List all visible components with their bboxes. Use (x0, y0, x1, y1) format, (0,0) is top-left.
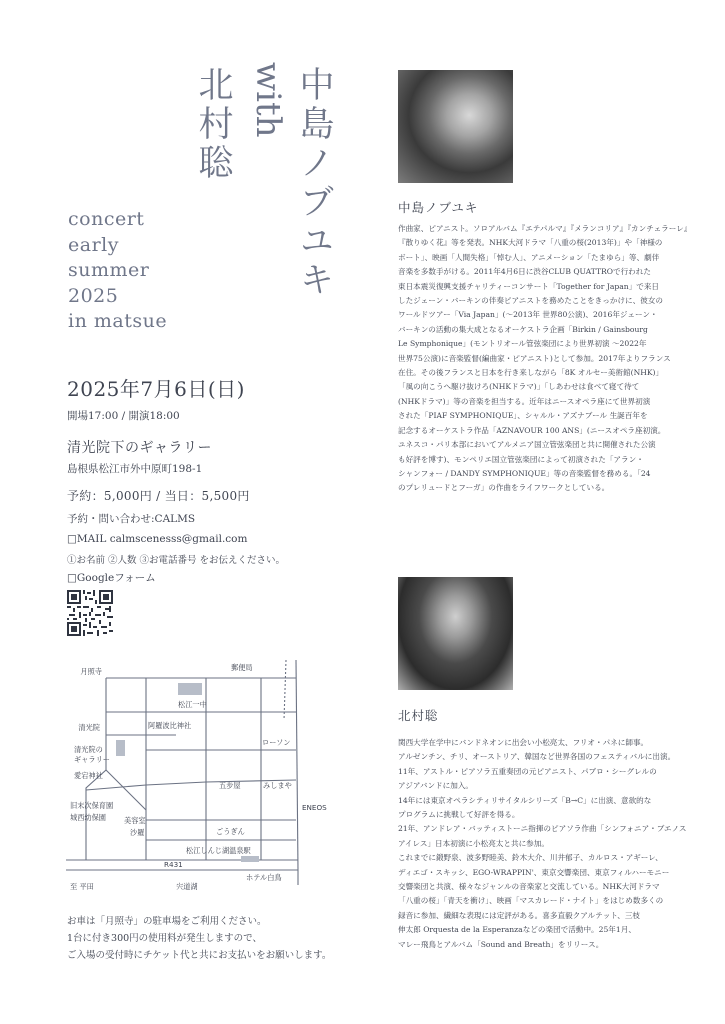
concert-line: 2025 (68, 284, 119, 307)
concert-line: in matsue (68, 310, 168, 332)
bio-line: マレー飛鳥とアルバム「Sound and Breath」をリリース。 (398, 939, 604, 949)
bio-line: も好評を博す)、モンペリエ国立管弦楽団によって初演された「アラン・ (398, 454, 644, 464)
map-label-ahohiko: 阿羅波比神社 (148, 721, 192, 730)
station-building (241, 856, 259, 862)
bio-line: プログラムに挑戦して好評を得る。 (398, 810, 520, 820)
mail-note: ①お名前 ②人数 ③お電話番号 をお伝えください。 (67, 555, 286, 566)
artist2-photo (398, 577, 513, 690)
map-label-station: 松江しんじ湖温泉駅 (186, 846, 251, 855)
map-label-shinjiko: 宍道湖 (176, 882, 198, 891)
map-label-lawson: ローソン (262, 738, 291, 747)
map-label-heiden: 至 平田 (70, 882, 94, 891)
bio-line: 在住。その後フランスと日本を行き来しながら「8K オルセー美術館(NHK)」 (398, 368, 664, 378)
bio-line: 交響楽団と共演、様々なジャンルの音楽家と交流している。NHK大河ドラマ (398, 882, 660, 892)
event-times: 開場17:00 / 開演18:00 (67, 410, 180, 422)
bio-line: 21年、アンドレア・バッティストーニ指揮のピアソラ作曲「シンフォニア・ブエノス (398, 824, 687, 834)
parking-note-3: ご入場の受付時にチケット代と共にお支払いをお願いします。 (67, 950, 332, 961)
bio-line: これまでに鍛野泉、波多野睦美、鈴木大介、川井郁子、カルロス・アギーレ、 (398, 853, 663, 863)
concert-line: concert (68, 208, 145, 230)
bio-line: 11年、アストル・ピアソラ五重奏団の元ピアニスト、パブロ・シーグレルの (398, 766, 657, 776)
bio-line: 音楽を多数手がける。2011年4月6日に渋谷CLUB QUATTROで行われた (398, 267, 651, 277)
venue-name: 清光院下のギャラリー (67, 440, 212, 456)
bio-line: (NHKドラマ)」等の音楽を担当する。近年はニースオペラ座にて世界初演 (398, 396, 651, 406)
bio-line: 録音に参加、繊細な表現には定評がある。喜多直毅クアルテット、三枝 (398, 910, 641, 920)
bio-line: 関西大学在学中にバンドネオンに出会い小松亮太、フリオ・パネに師事。 (398, 738, 649, 747)
map-label-jonan: 城西幼保園 (70, 813, 106, 822)
map-label-hotel: ホテル白鳥 (246, 873, 282, 882)
artist2-bio (398, 736, 686, 952)
bio-line: 世界75公演)に音楽監督(編曲家・ピアニスト)として参加。2017年よりフランス (398, 353, 671, 363)
artist1-photo (398, 70, 513, 183)
bio-line: ディエゴ・スキッシ、EGO-WRAPPIN'、東京交響楽団、東京フィルハーモニー (398, 867, 670, 877)
matsue-ichi-building (178, 683, 202, 695)
bio-line: 作曲家、ピアニスト。ソロアルバム『エテパルマ』『メランコリア』『カンチェラーレ』 (398, 224, 692, 233)
map-label-eneos: ENEOS (302, 803, 327, 812)
map-label-kyumatsuda: 旧末次保育園 (70, 801, 114, 810)
map-label-gogin: ごうぎん (216, 827, 245, 836)
venue-address: 島根県松江市外中原町198-1 (67, 463, 203, 475)
venue-map (66, 660, 336, 895)
artist1-name: 中島ノブユキ (398, 200, 479, 215)
map-label-biyoshitsu: 美容室 (124, 816, 146, 825)
performer1-title: 中島ノブユキ (294, 66, 334, 300)
bio-line: された「PIAF SYMPHONIQUE」、シャルル・アズナブール 生誕百年を (398, 411, 648, 421)
map-label-atago: 愛宕神社 (74, 771, 103, 780)
bio-line: 記念するオーケストラ作品「AZNAVOUR 100 ANS」(ニースオペラ座初演。 (398, 425, 666, 435)
bio-line: ワールドツアー「Via Japan」(〜2013年 世界80公演)、2016年ジェーン・ (398, 310, 658, 320)
parking-note-1: お車は「月照寺」の駐車場をご利用ください。 (67, 916, 267, 927)
map-label-mishimaya: みしまや (263, 781, 292, 790)
bio-line: 伸太郎 Orquesta de la Esperanzaなどの楽団で活動中。25年1月、 (398, 925, 636, 935)
bio-line: 14年には東京オペラシティリサイタルシリーズ「B→C」に出演、意欲的な (398, 795, 652, 805)
artist2-name: 北村聡 (398, 708, 439, 723)
map-label-gallery-1: 清光院の (74, 745, 103, 754)
event-date: 2025年7月6日(日) (67, 377, 245, 401)
map-label-yubinkyoku: 郵便局 (231, 663, 253, 672)
bio-line: 「八重の桜」「青天を衝け」、映画「マスカレード・ナイト」をはじめ数多くの (398, 896, 664, 906)
concert-lines (68, 207, 167, 335)
bio-line: 「風の向こうへ駆け抜けろ(NHKドラマ)」「しあわせは食べて寝て待て (398, 382, 640, 392)
map-label-gesshoji: 月照寺 (80, 667, 102, 676)
map-label-gallery-2: ギャラリー (74, 755, 110, 764)
gallery-building (116, 740, 125, 756)
google-form-link[interactable]: □Googleフォーム (67, 572, 156, 584)
bio-line: Le Symphonique」(モントリオール管弦楽団により世界初演 〜2022年 (398, 339, 647, 349)
with-text: with (248, 62, 288, 138)
artist1-bio (398, 222, 691, 496)
bio-line: アルゼンチン、チリ、オーストリア、韓国など世界各国のフェスティバルに出演。 (398, 752, 676, 762)
bio-line: ボート」、映画「人間失格」「悼む人」、アニメーション「たまゆら」等、劇伴 (398, 252, 660, 262)
bio-line: のプレリュードとフーガ」の作曲をライフワークとしている。 (398, 483, 610, 493)
map-label-r431: R431 (164, 860, 183, 869)
concert-line: early (68, 233, 119, 256)
bio-line: したジェーン・バーキンの伴奏ピアニストを務めたことをきっかけに、彼女の (398, 296, 664, 306)
bio-line: 『散りゆく花』等を発表。NHK大河ドラマ「八重の桜(2013年)」や「神様の (398, 238, 663, 248)
map-label-sara: 沙羅 (130, 828, 145, 837)
bio-line: バーキンの活動の集大成となるオーケストラ企画「Birkin / Gainsbourg (398, 324, 648, 334)
bio-line: 東日本震災復興支援チャリティーコンサート「Together for Japan」で来日 (398, 281, 660, 291)
performer2-title: 北村聡 (193, 66, 233, 183)
map-label-seikoin: 清光院 (78, 723, 100, 732)
map-label-gohoya: 五步屋 (219, 781, 241, 790)
contact-info: 予約・問い合わせ:CALMS (67, 513, 196, 525)
concert-line: summer (68, 259, 150, 281)
qr-code[interactable] (67, 590, 113, 636)
bio-line: シャンフォー / DANDY SYMPHONIQUE」等の音楽監督を務める。「24 (398, 468, 651, 478)
map-label-matsue-ichi: 松江一中 (178, 700, 207, 709)
bio-line: ユネスコ・パリ本部においてアルメニア国立管弦楽団と共に開催された公演 (398, 440, 656, 450)
parking-note-2: 1台に付き300円の使用料が発生しますので、 (67, 933, 262, 944)
bio-line: アジアバンドに加入。 (398, 781, 474, 791)
ticket-price: 予約：5,000円 / 当日：5,500円 (67, 489, 250, 503)
bio-line: アイレス」日本初演に小松亮太と共に参加。 (398, 838, 549, 848)
mail-contact[interactable]: □MAIL calmscenesss@gmail.com (67, 533, 248, 545)
